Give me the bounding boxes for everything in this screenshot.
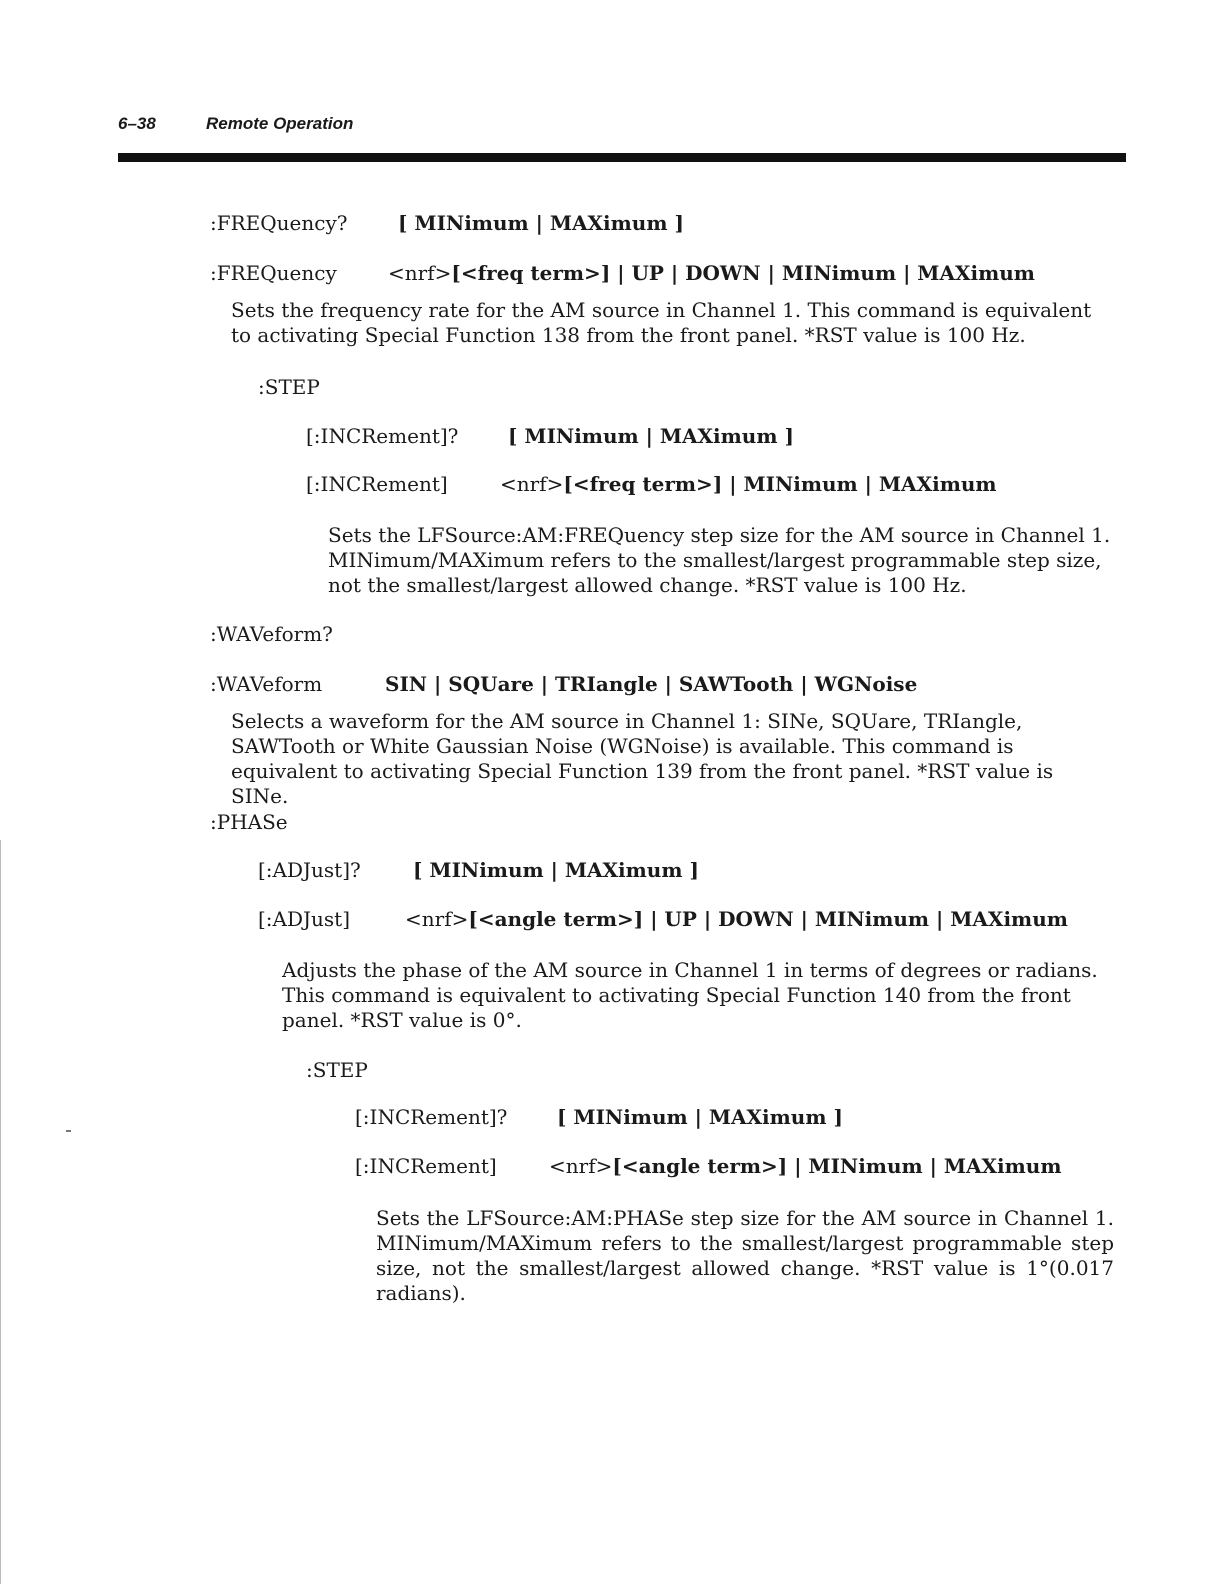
- command-name: [:INCRement]: [306, 472, 448, 496]
- freq-description: Sets the frequency rate for the AM source in Channel 1. This command is equivalent to activating Special Function 138 from the front panel. *RST value is 100 Hz.: [231, 298, 1092, 347]
- command-name: :FREQuency: [210, 261, 337, 285]
- command-name: :STEP: [306, 1058, 368, 1082]
- phase-step-increment-set-command: [355, 1154, 1062, 1178]
- command-params: [<angle term>] | UP | DOWN | MINimum | MAXimum: [468, 907, 1068, 931]
- scan-dot: [66, 1130, 71, 1132]
- command-params-prefix: <nrf>: [405, 907, 469, 931]
- freq-query-command: [210, 211, 684, 235]
- command-params-prefix: <nrf>: [549, 1154, 613, 1178]
- step-increment-query-command: [306, 424, 794, 448]
- command-params-prefix: <nrf>: [500, 472, 564, 496]
- page-number: 6–38: [118, 114, 156, 133]
- phase-step-increment-description: Sets the LFSource:AM:PHASe step size for the AM source in Channel 1. MINimum/MAXimum refers to the smallest/largest programmable step size, not the smallest/largest allowed change. *RST value is 1°(0.017 radians).: [376, 1206, 1114, 1305]
- command-params: [ MINimum | MAXimum ]: [413, 858, 699, 882]
- command-name: :FREQuency?: [210, 211, 348, 235]
- command-name: [:INCRement]: [355, 1154, 497, 1178]
- command-name: [:INCRement]?: [355, 1105, 508, 1129]
- command-params: SIN | SQUare | TRIangle | SAWTooth | WGNoise: [385, 672, 918, 696]
- header-rule: [118, 153, 1126, 162]
- phase-step-increment-query-command: [355, 1105, 843, 1129]
- phase-heading: [210, 810, 288, 834]
- freq-set-command: [210, 261, 1035, 285]
- step-increment-set-command: [306, 472, 997, 496]
- command-name: [:INCRement]?: [306, 424, 459, 448]
- step-increment-description: Sets the LFSource:AM:FREQuency step size for the AM source in Channel 1. MINimum/MAXimum refers to the smallest/largest programmable step size, not the smallest/largest allowed change. *RST value is 100 Hz.: [328, 523, 1111, 597]
- adjust-description: Adjusts the phase of the AM source in Channel 1 in terms of degrees or radians. This command is equivalent to activating Special Function 140 from the front panel. *RST value is 0°.: [282, 958, 1098, 1032]
- waveform-set-command: [210, 672, 917, 696]
- command-name: [:ADJust]: [258, 907, 351, 931]
- command-name: :WAVeform: [210, 672, 323, 696]
- scan-edge-line: [0, 840, 1, 1584]
- command-name: :PHASe: [210, 810, 288, 834]
- command-name: [:ADJust]?: [258, 858, 361, 882]
- command-params: [ MINimum | MAXimum ]: [508, 424, 794, 448]
- page-header: [118, 114, 353, 134]
- command-name: :STEP: [258, 375, 320, 399]
- command-params: [ MINimum | MAXimum ]: [557, 1105, 843, 1129]
- adjust-set-command: [258, 907, 1068, 931]
- waveform-query-command: [210, 622, 333, 646]
- step-heading: [258, 375, 320, 399]
- command-params: [<angle term>] | MINimum | MAXimum: [612, 1154, 1062, 1178]
- command-params: [ MINimum | MAXimum ]: [398, 211, 684, 235]
- waveform-description: Selects a waveform for the AM source in Channel 1: SINe, SQUare, TRIangle, SAWTooth or White Gaussian Noise (WGNoise) is available. This command is equivalent to activating Special Function 139 from the front panel. *RST value is SINe.: [231, 709, 1054, 808]
- command-params: [<freq term>] | MINimum | MAXimum: [563, 472, 997, 496]
- command-params-prefix: <nrf>: [388, 261, 452, 285]
- section-title: Remote Operation: [206, 114, 354, 133]
- command-params: [<freq term>] | UP | DOWN | MINimum | MAXimum: [451, 261, 1035, 285]
- phase-step-heading: [306, 1058, 368, 1082]
- adjust-query-command: [258, 858, 699, 882]
- command-name: :WAVeform?: [210, 622, 333, 646]
